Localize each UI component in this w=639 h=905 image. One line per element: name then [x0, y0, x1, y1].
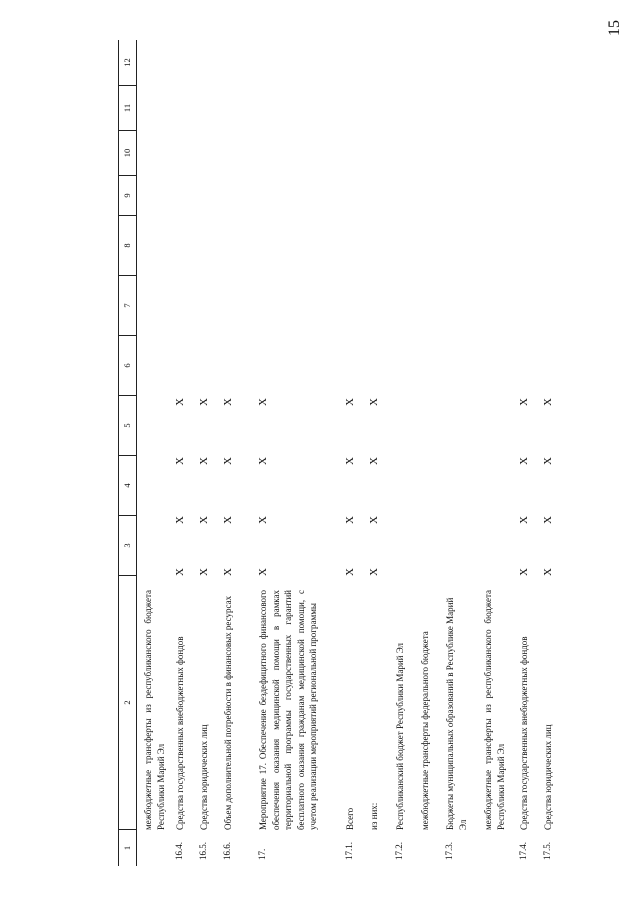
- header-col-3: 3: [119, 516, 136, 576]
- mark-col-5: X: [257, 457, 269, 465]
- mark-col-3: X: [518, 568, 530, 576]
- row-number: 17.: [257, 848, 267, 860]
- row-label: Мероприятие 17. Обеспечение бездефицитного финансового обеспечения оказания медицинской помощи в рамках территориальной программы государственных гарантий бесплатного оказания гражданам медицинской помощи, с учетом реализации мероприятий региональной программы: [258, 590, 318, 830]
- mark-col-4: X: [368, 516, 380, 524]
- mark-col-6: X: [542, 398, 554, 406]
- row-label: межбюджетные трансферты федерального бюджета: [420, 631, 430, 830]
- header-col-12: 12: [119, 40, 136, 86]
- row-number: 17.2.: [394, 842, 404, 860]
- mark-col-6: X: [368, 398, 380, 406]
- mark-col-4: X: [222, 516, 234, 524]
- mark-col-4: X: [518, 516, 530, 524]
- mark-col-4: X: [198, 516, 210, 524]
- header-col-10: 10: [119, 131, 136, 176]
- row-label: Всего: [345, 807, 355, 830]
- row-number: 16.4.: [174, 842, 184, 860]
- header-col-5: 5: [119, 396, 136, 456]
- mark-col-4: X: [542, 516, 554, 524]
- header-col-2: 2: [119, 576, 136, 830]
- mark-col-6: X: [518, 398, 530, 406]
- row-label: межбюджетные трансферты из республиканского бюджета Республики Марий Эл: [483, 590, 506, 830]
- mark-col-4: X: [257, 516, 269, 524]
- row-label: Республиканский бюджет Республики Марий Эл: [395, 642, 405, 830]
- header-col-4: 4: [119, 456, 136, 516]
- header-col-7: 7: [119, 276, 136, 336]
- mark-col-3: X: [198, 568, 210, 576]
- row-label: из них:: [369, 802, 379, 830]
- header-col-11: 11: [119, 86, 136, 131]
- row-number: 16.6.: [222, 842, 232, 860]
- header-col-9: 9: [119, 176, 136, 216]
- row-number: 17.5.: [542, 842, 552, 860]
- mark-col-5: X: [518, 457, 530, 465]
- mark-col-6: X: [257, 398, 269, 406]
- row-label: межбюджетные трансферты из республиканского бюджета Республики Марий Эл: [143, 590, 166, 830]
- header-col-6: 6: [119, 336, 136, 396]
- table-header: [118, 40, 137, 866]
- mark-col-3: X: [222, 568, 234, 576]
- mark-col-4: X: [344, 516, 356, 524]
- row-label: Средства юридических лиц: [543, 724, 553, 830]
- row-label: Объем дополнительной потребности в финансовых ресурсах: [223, 595, 233, 830]
- mark-col-5: X: [368, 457, 380, 465]
- mark-col-3: X: [257, 568, 269, 576]
- budget-table: [118, 40, 578, 866]
- header-col-1: 1: [122, 845, 132, 851]
- mark-col-6: X: [344, 398, 356, 406]
- header-col-8: 8: [119, 216, 136, 276]
- row-label: Средства юридических лиц: [199, 724, 209, 830]
- row-number: 17.4.: [518, 842, 528, 860]
- mark-col-3: X: [368, 568, 380, 576]
- row-number: 17.1.: [344, 842, 354, 860]
- mark-col-3: X: [344, 568, 356, 576]
- mark-col-6: X: [174, 398, 186, 406]
- mark-col-6: X: [198, 398, 210, 406]
- row-number: 17.3.: [444, 842, 454, 860]
- mark-col-5: X: [344, 457, 356, 465]
- mark-col-3: X: [542, 568, 554, 576]
- mark-col-5: X: [198, 457, 210, 465]
- mark-col-5: X: [174, 457, 186, 465]
- row-label: Бюджеты муниципальных образований в Республике Марий Эл: [445, 597, 468, 830]
- row-label: Средства государственных внебюджетных фондов: [175, 636, 185, 830]
- page-number: 15: [606, 20, 623, 36]
- mark-col-4: X: [174, 516, 186, 524]
- row-number: 16.5.: [198, 842, 208, 860]
- mark-col-5: X: [222, 457, 234, 465]
- row-label: Средства государственных внебюджетных фондов: [519, 636, 529, 830]
- mark-col-3: X: [174, 568, 186, 576]
- mark-col-6: X: [222, 398, 234, 406]
- mark-col-5: X: [542, 457, 554, 465]
